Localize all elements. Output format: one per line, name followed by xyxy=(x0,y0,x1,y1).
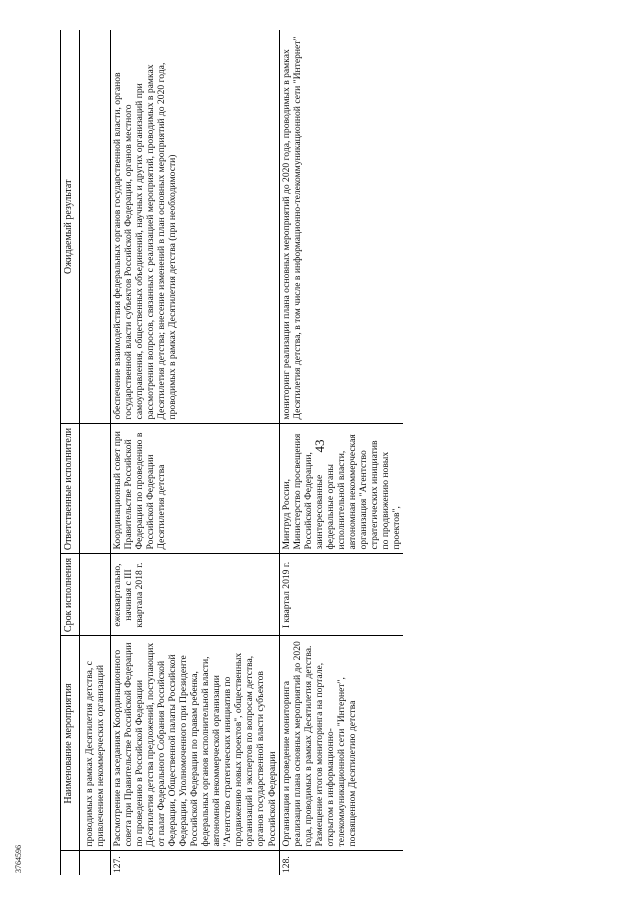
row-name: Рассмотрение на заседаниях Координационного совета при Правительстве Российской Федерации по проведению в Российской Федерации Десятилетия детства предложений, поступающих от палат Федерального Собрания Российской Федерации, Общественной палаты Российской Федерации, Уполномоченного при Президенте Российской Федерации по правам ребенка, федеральных органов исполнительной власти, автономной некоммерческой организации "Агентство стратегических инициатив по продвижению новых проектов", общественных организаций и экспертов по вопросам детства, органов государственной власти субъектов Российской Федерации xyxy=(111,636,279,851)
page-number: 43 xyxy=(312,439,327,453)
header-result: Ожидаемый результат xyxy=(61,30,80,424)
row-result: мониторинг реализации плана основных мероприятий до 2020 года, проводимых в рамках Десятилетия детства, в том числе в информационно-телекоммуникационной сети "Интернет" xyxy=(279,30,403,424)
measures-table-container xyxy=(60,30,630,875)
header-name: Наименование мероприятия xyxy=(61,636,80,851)
document-code: 3764596 xyxy=(14,845,23,873)
table-row-continuation xyxy=(80,30,111,875)
row-deadline: I квартал 2019 г. xyxy=(279,554,403,636)
row-result: обеспечение взаимодействия федеральных органов государственной власти, органов государственной власти субъектов Российской Федерации, органов местного самоуправления, общественных объединений, научных и других организаций при рассмотрении вопросов, связанных с реализацией мероприятий, проводимых в рамках Десятилетия детства; внесение изменений в план основных мероприятий до 2020 года, проводимых в рамках Десятилетия детства (при необходимости) xyxy=(111,30,279,424)
row-executors: Координационный совет при Правительстве Российской Федерации по проведению в Российской Федерации Десятилетия детства xyxy=(111,424,279,554)
table-header-row xyxy=(61,30,80,875)
header-executors: Ответственные исполнители xyxy=(61,424,80,554)
header-number xyxy=(61,851,80,875)
row-number: 128. xyxy=(280,856,292,873)
row-deadline: ежеквартально, начиная с III квартала 2018 г. xyxy=(111,554,279,636)
header-deadline: Срок исполнения xyxy=(61,554,80,636)
row-name: Организация и проведение мониторинга реализации плана основных мероприятий до 2020 года, проводимых в рамках Десятилетия детства. Размещение итогов мониторинга на портале, открытом в информационно-телекоммуникационной сети "Интернет", посвященном Десятилетию детства xyxy=(279,636,403,851)
table-row xyxy=(111,30,279,875)
measures-table xyxy=(60,30,403,875)
row-number: 127. xyxy=(111,851,279,875)
row-executors: Минтруд России, Министерство просвещения Российской Федерации, заинтересованные федеральные органы исполнительной власти, автономная некоммерческая организация "Агентство стратегических инициатив по продвижению новых проектов", xyxy=(279,424,403,554)
table-row xyxy=(279,30,403,875)
continuation-name: проводимых в рамках Десятилетия детства, с привлечением некоммерческих организаций xyxy=(80,636,111,851)
